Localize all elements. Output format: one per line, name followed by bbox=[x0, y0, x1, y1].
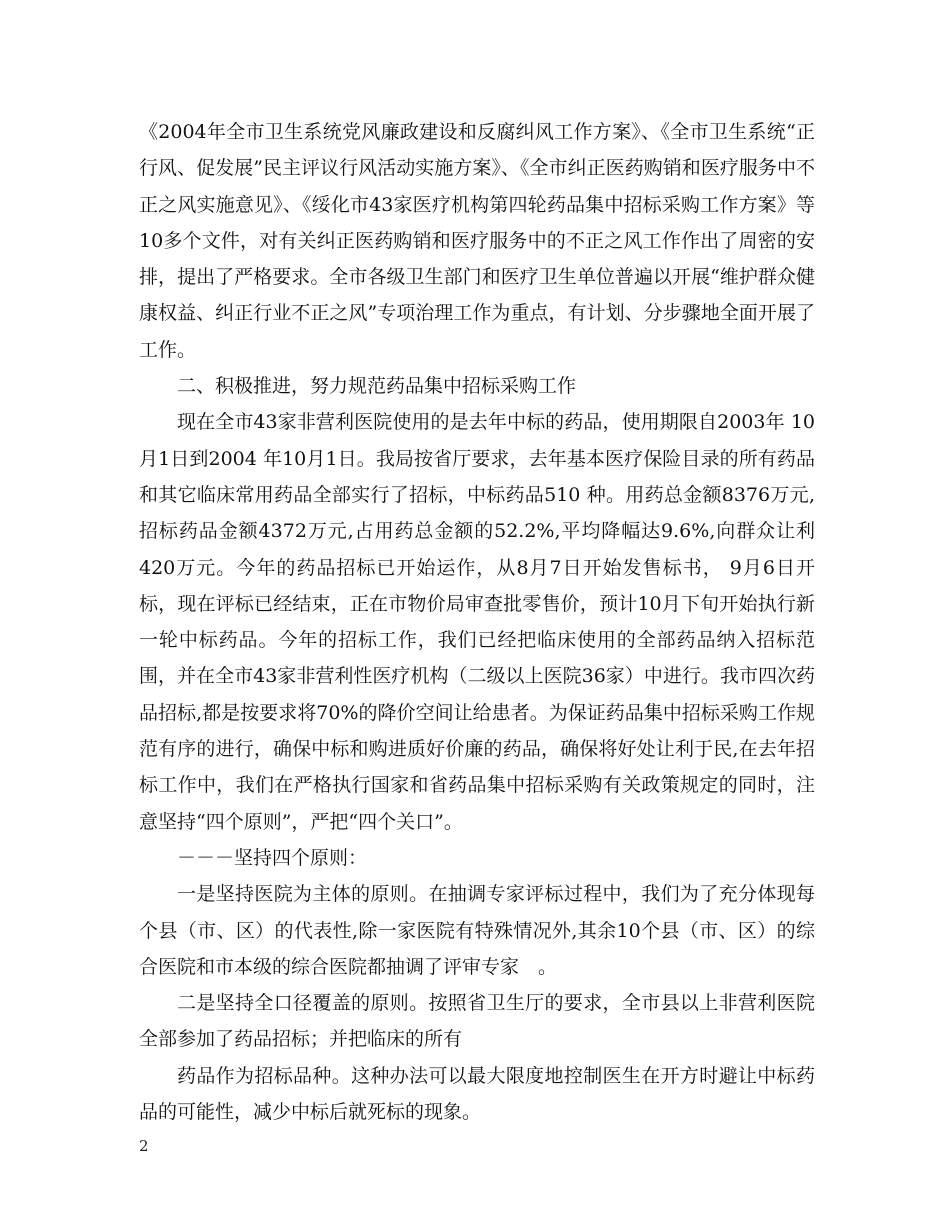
paragraph-1: 《2004年全市卫生系统党风廉政建设和反腐纠风工作方案》、《全市卫生系统“正行风、促发展”民主评议行风活动实施方案》、《全市纠正医药购销和医疗服务中不正之风实施意见》、《绥化市43家医疗机构第四轮药品集中招标采购工作方案》等10多个文件，对有关纠正医药购销和医疗服务中的不正之风工作作出了周密的安排，提出了严格要求。全市各级卫生部门和医疗卫生单位普遍以开展“维护群众健康权益、纠正行业不正之风”专项治理工作为重点，有计划、分步骤地全面开展了工作。 bbox=[139, 121, 815, 361]
section-heading-2: 二、积极推进，努力规范药品集中招标采购工作 bbox=[177, 375, 577, 398]
sub-heading-principles: －－－坚持四个原则： bbox=[177, 846, 368, 869]
page-number: 2 bbox=[139, 1137, 149, 1155]
body-text bbox=[139, 114, 815, 1130]
paragraph-7: 药品作为招标品种。这种办法可以最大限度地控制医生在开方时避让中标药品的可能性，减少中标后就死标的现象。 bbox=[139, 1064, 815, 1124]
paragraph-3: 现在全市43家非营利医院使用的是去年中标的药品，使用期限自2003年 10月1日到2004 年10月1日。我局按省厅要求，去年基本医疗保险目录的所有药品和其它临床常用药品全部实行了招标，中标药品510 种。用药总金额8376万元,招标药品金额4372万元,占用药总金额的52.2%,平均降幅达9.6%,向群众让利420万元。今年的药品招标已开始运作，从8月7日开始发售标书， 9月6日开标，现在评标已经结束，正在市物价局审查批零售价，预计10月下旬开始执行新一轮中标药品。今年的招标工作，我们已经把临床使用的全部药品纳入招标范围，并在全市43家非营利性医疗机构（二级以上医院36家）中进行。我市四次药品招标,都是按要求将70%的降价空间让给患者。为保证药品集中招标采购工作规范有序的进行，确保中标和购进质好价廉的药品，确保将好处让利于民,在去年招标工作中，我们在严格执行国家和省药品集中招标采购有关政策规定的同时，注意坚持“四个原则”，严把“四个关口”。 bbox=[139, 411, 815, 833]
paragraph-5: 一是坚持医院为主体的原则。在抽调专家评标过程中，我们为了充分体现每个县（市、区）的代表性,除一家医院有特殊情况外,其余10个县（市、区）的综合医院和市本级的综合医院都抽调了评审专家 。 bbox=[139, 883, 815, 978]
paragraph-6: 二是坚持全口径覆盖的原则。按照省卫生厅的要求，全市县以上非营利医院全部参加了药品招标；并把临床的所有 bbox=[139, 992, 815, 1051]
